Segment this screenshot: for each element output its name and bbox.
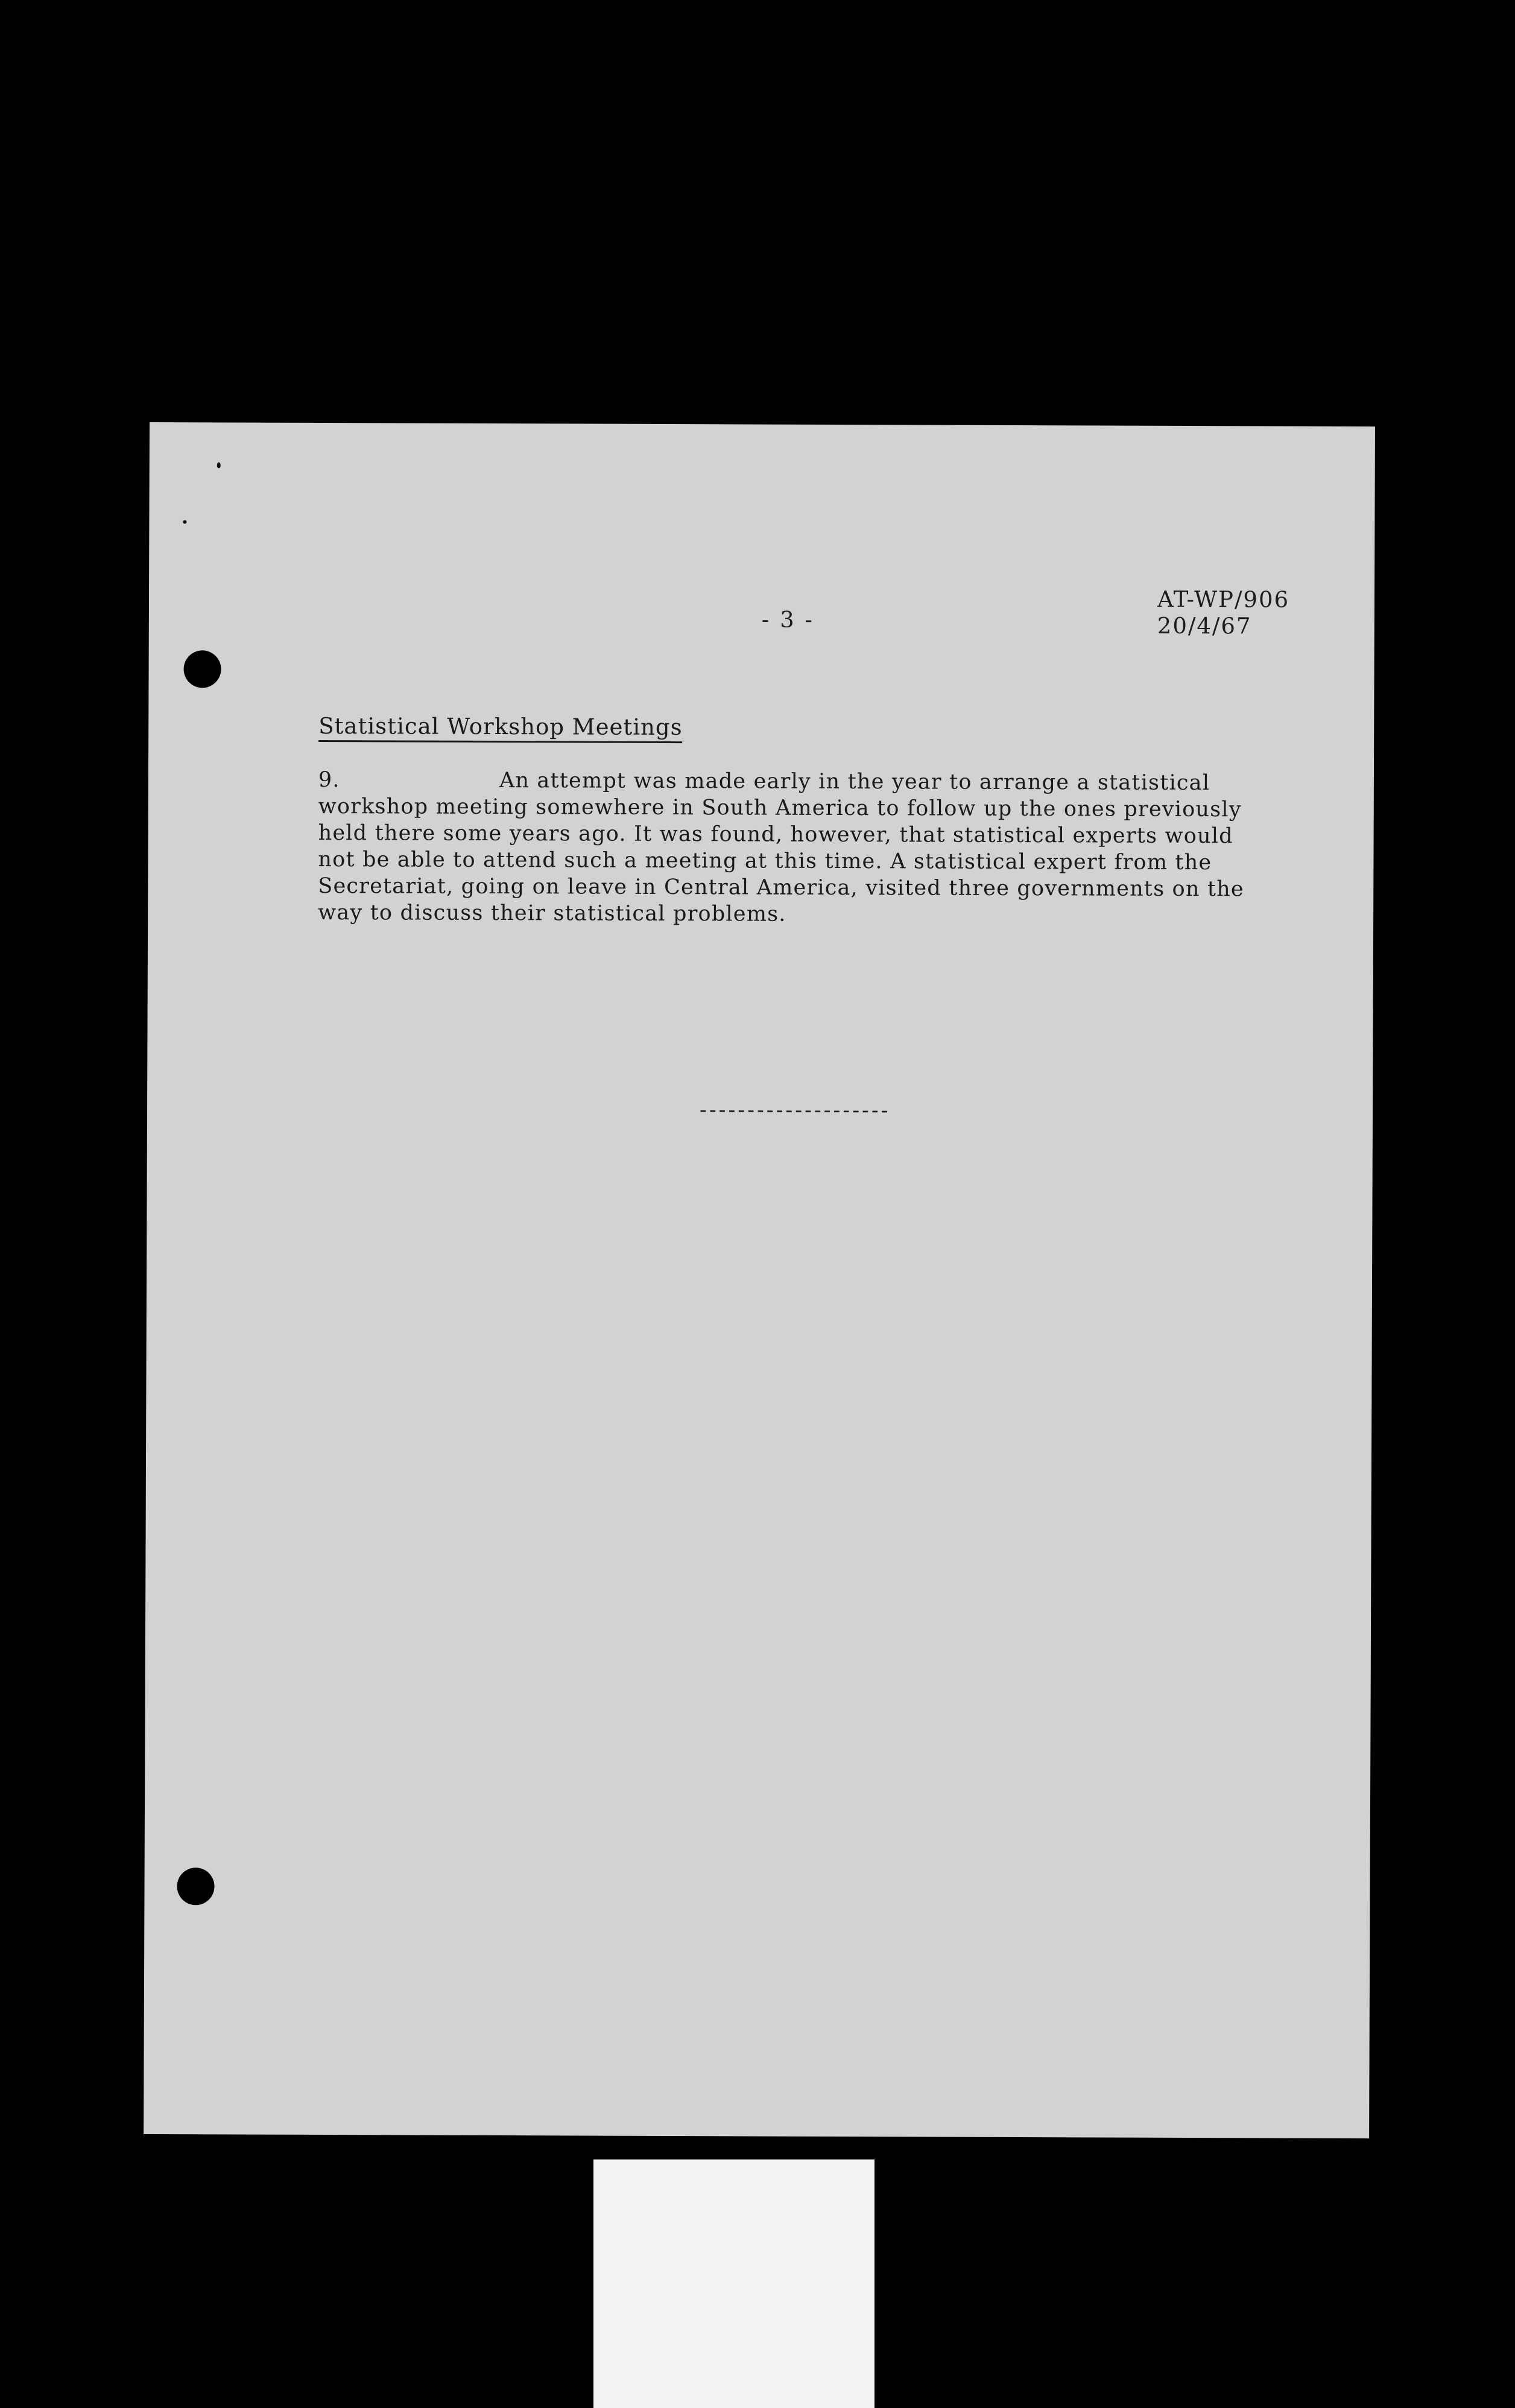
specks-mark <box>183 520 186 524</box>
paragraph-line: Secretariat, going on leave in Central America, visited three governments on the <box>318 873 1244 902</box>
paragraph-number: 9. <box>318 767 340 793</box>
specks-mark <box>217 462 221 468</box>
paragraph-line: workshop meeting somewhere in South America to follow up the ones previously <box>318 794 1242 822</box>
punch-hole-top <box>183 650 221 688</box>
page-number: - 3 - <box>761 606 815 633</box>
paragraph-line: held there some years ago. It was found, however, that statistical experts would <box>318 820 1233 849</box>
paragraph-line: way to discuss their statistical problems. <box>318 900 786 927</box>
blank-card <box>593 2159 875 2408</box>
end-separator: -------------------- <box>699 1098 891 1123</box>
document-page <box>144 422 1375 2138</box>
document-symbol: AT-WP/906 <box>1157 586 1290 613</box>
paragraph-9 <box>318 767 1320 930</box>
paragraph-line: not be able to attend such a meeting at this time. A statistical expert from the <box>318 847 1212 875</box>
punch-hole-bottom <box>177 1868 214 1905</box>
section-heading: Statistical Workshop Meetings <box>318 713 683 743</box>
paragraph-line: 9. An attempt was made early in the year to arrange a statistical <box>318 767 1210 796</box>
document-date: 20/4/67 <box>1157 612 1252 639</box>
document-reference <box>1157 586 1289 640</box>
